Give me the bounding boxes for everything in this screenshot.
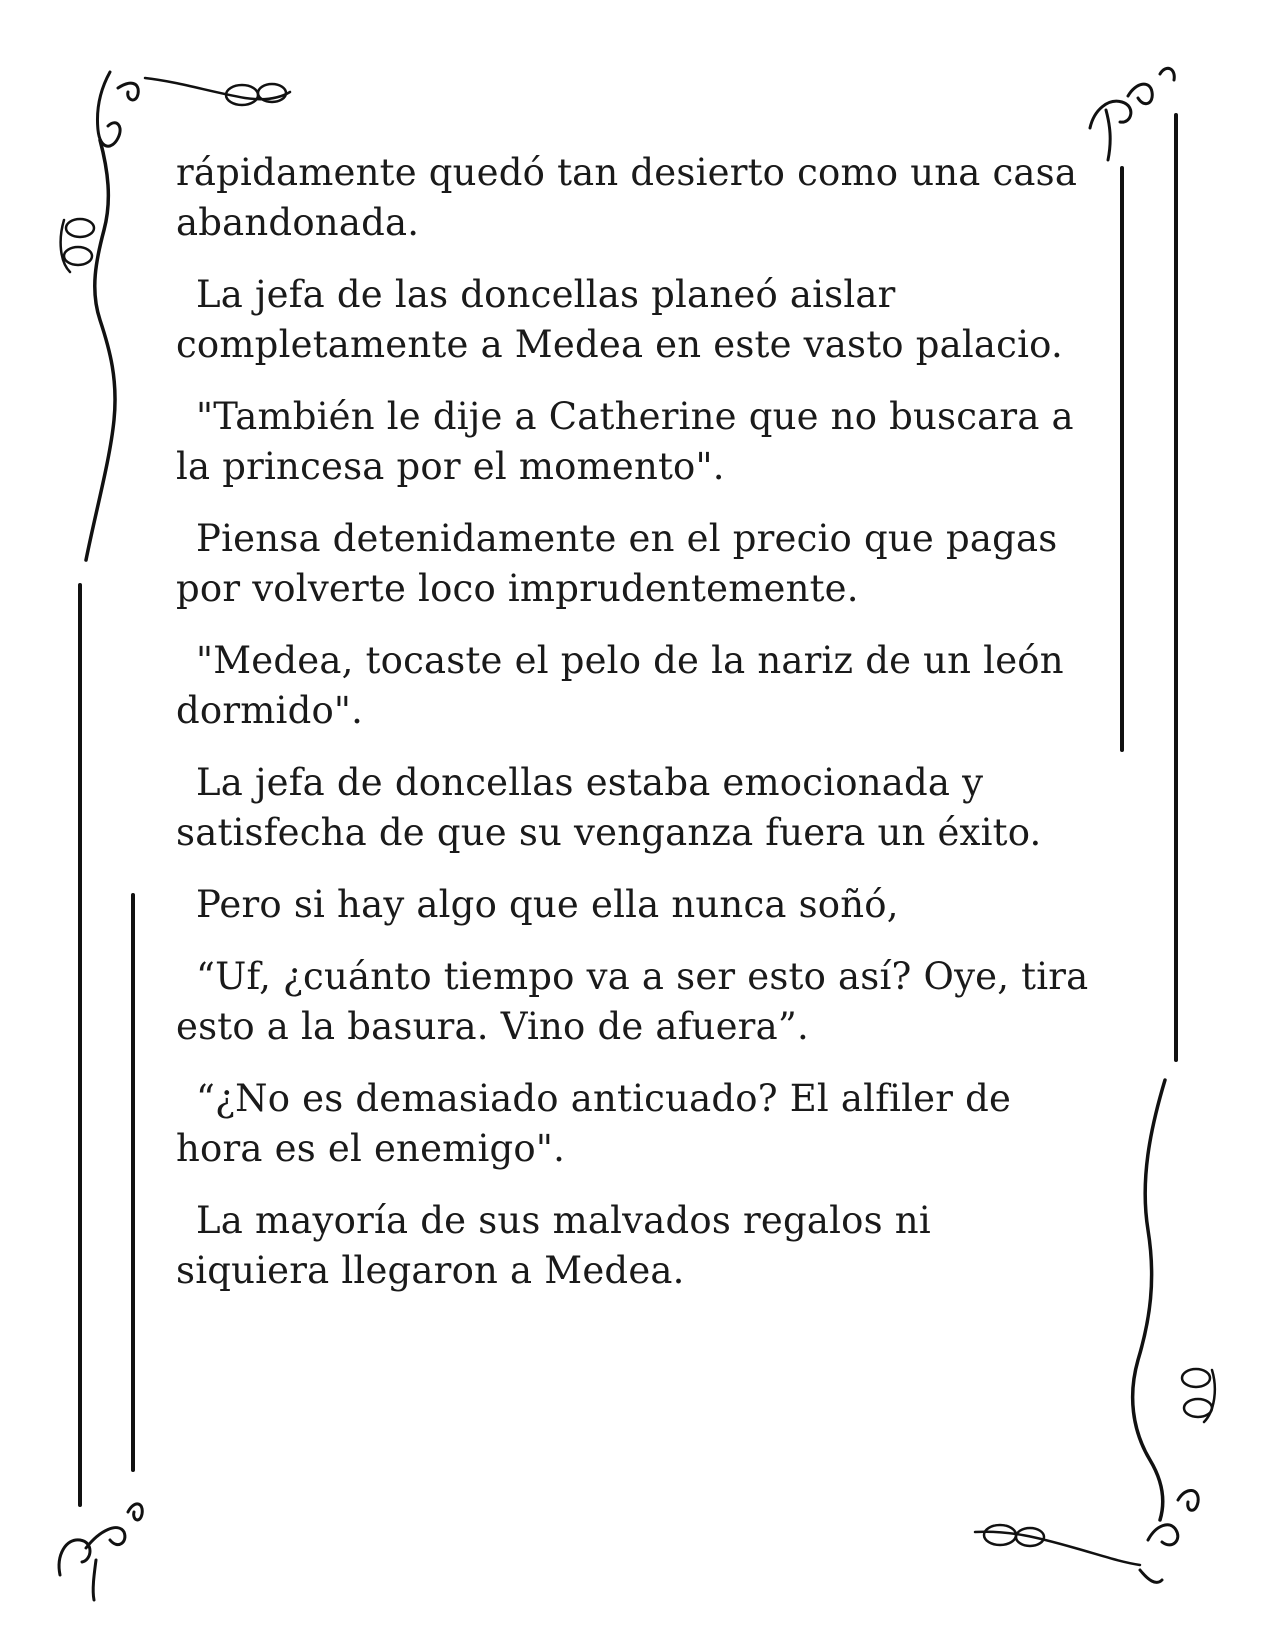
top-right-flourish-icon bbox=[1090, 68, 1174, 160]
paragraph: “¿No es demasiado anticuado? El alfiler de hora es el enemigo". bbox=[176, 1077, 1024, 1170]
paragraph: "También le dije a Catherine que no buscara a la princesa por el momento". bbox=[176, 395, 1086, 488]
paragraph: rápidamente quedó tan desierto como una casa abandonada. bbox=[176, 151, 1090, 244]
paragraph: Piensa detenidamente en el precio que pagas por volverte loco imprudentemente. bbox=[176, 517, 1070, 610]
paragraph: La jefa de doncellas estaba emocionada y satisfecha de que su venganza fuera un éxito. bbox=[176, 761, 1042, 854]
document-body bbox=[176, 148, 1101, 1318]
bottom-left-flourish-icon bbox=[59, 1504, 142, 1600]
paragraph: La mayoría de sus malvados regalos ni siquiera llegaron a Medea. bbox=[176, 1199, 943, 1292]
paragraph: “Uf, ¿cuánto tiempo va a ser esto así? Oye, tira esto a la basura. Vino de afuera”. bbox=[176, 955, 1101, 1048]
paragraph: "Medea, tocaste el pelo de la nariz de un león dormido". bbox=[176, 639, 1076, 732]
paragraph: La jefa de las doncellas planeó aislar completamente a Medea en este vasto palacio. bbox=[176, 273, 1063, 366]
paragraph: Pero si hay algo que ella nunca soñó, bbox=[196, 883, 899, 926]
